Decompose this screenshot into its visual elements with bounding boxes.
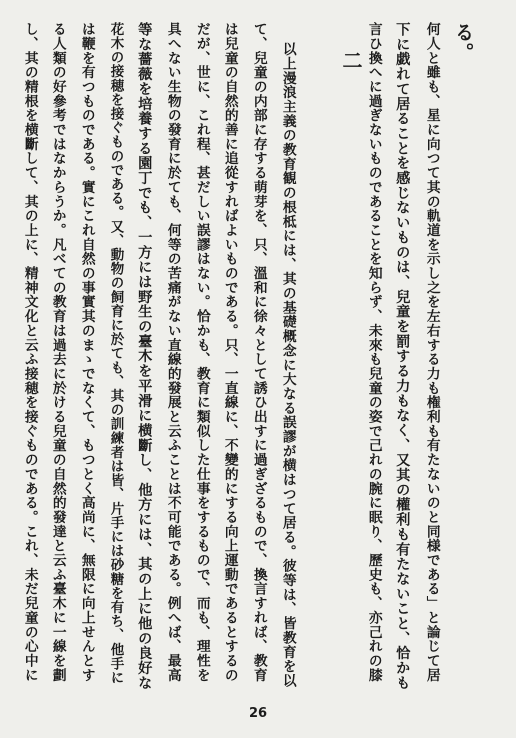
text-column-13: 何人と雖も、星に向つて其の軌道を示し之を左右する力も権利も有たないのと同様である」と論じて居: [423, 22, 440, 683]
text-column-9: て、兒童の内部に存する萌芽を、只、溫和に徐々として誘ひ出すに過ぎざるもので、換言すれば、教育: [250, 22, 267, 683]
text-column-11: 言ひ換へに過ぎないものであることを知らず、未來も兒童の姿で己れの腕に眠り、歷史も、亦己れの膝: [365, 22, 382, 683]
text-column-2: る人類の好參考ではなからうか。凡べての教育は過去に於ける兒童の自然的發達と云ふ臺木に一線を劃: [49, 22, 66, 683]
text-column-8: は兒童の自然的善に追從すればよいものである。只、一直線に、不變的にする向上運動であるとするの: [221, 22, 238, 683]
text-column-3: は鞭を有つものである。實にこれ自然の事實其のまゝでなくて、もつとく高尚に、無限に向上せんとす: [78, 22, 95, 683]
page-number: 26: [248, 706, 268, 721]
text-column-4: 花木の接穂を接ぐものである。又、動物の飼育に於ても、其の訓練者は皆、片手には砂糖を有ち、他手に: [107, 22, 124, 685]
text-column-10: 以上漫浪主義の教育観の根柢には、其の基礎概念に大なる誤謬が横はつて居る。彼等は、皆教育を以: [279, 42, 296, 688]
text-column-6: 具へない生物の發育に於ても、何等の苦痛がない直線的發展と云ふことは不可能である。例へば、最高: [164, 22, 181, 683]
text-column-1: し、其の精根を横斷して、其の上に、精神文化と云ふ接穂を接ぐものである。これ、未だ兒童の心中に: [21, 22, 38, 683]
text-column-5: 等な薔薇を培養する園丁でも、一方には野生の臺木を平滑に横斷し、他方には、其の上に他の良好な: [136, 22, 153, 691]
text-column-14: る。: [451, 22, 475, 63]
text-column-7: だが、世に、これ程、甚だしい誤謬はない。恰かも、教育に類似した仕事をするもので、而も、理性を: [193, 22, 210, 683]
text-column-12: 下に戯れて居ることを感じないものは、兒童を罰する力もなく、又其の權利も有たないこと、恰かも: [394, 22, 411, 691]
section-number: 二: [339, 50, 363, 70]
